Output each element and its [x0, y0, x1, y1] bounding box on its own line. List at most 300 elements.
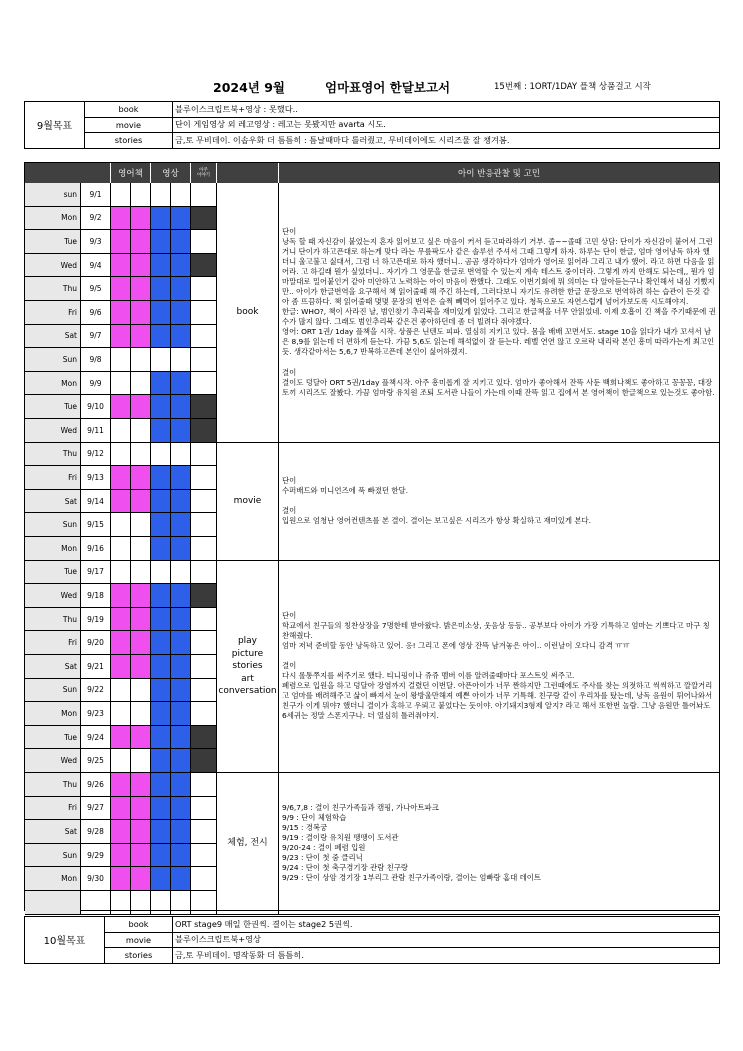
- day-cell: Sun: [25, 348, 81, 372]
- observation-line: 단이: [282, 226, 297, 236]
- table-row: [25, 891, 217, 915]
- day-cell: Tue: [25, 230, 81, 254]
- day-cell: Tue: [25, 395, 81, 419]
- video-cell: [151, 891, 171, 915]
- day-cell: Sat: [25, 655, 81, 679]
- table-row: [25, 726, 217, 750]
- table-row: [25, 655, 217, 679]
- video-cell: [151, 584, 171, 608]
- observation-line: 9/6,7,8 : 결이 친구가족들과 캠핑, 가나아트파크: [282, 803, 439, 813]
- date-cell: 9/23: [81, 702, 111, 726]
- book-cell: [131, 773, 151, 797]
- observation-line: 폐렴으로 입원을 하고 덩달아 장염까지 걸렸던 이번달. 아픈아이가 너무 짠하지만 그런때에도 주사를 찾는 의젓하고 씩씩하고 깔깔거리고 엄마를 배려해주고 삶이 빠져서 눈이 왕방울만해져 예쁜 아이가 너무 기특해. 친구랑 같이 우리차를 탔는데, 낭독 음원이 튀어나와서 친구가 이게 뭐야? 했더니 결이가 혹하고 우뢰고 붙었다는 듯이야. 아기돼지3형제 알지? 라고 해서 또한번 놀람. 그냥 음원만 틀어놔도 6세귀는 정말 스폰지구나. 더 열심히 틀러줘야지.: [282, 681, 713, 721]
- observation-line: 입원으로 엄청난 영어컨텐츠를 본 결이. 결이는 보고싶은 시리즈가 항상 확실하고 재미있게 본다.: [282, 516, 591, 526]
- story-cell: [191, 537, 217, 561]
- table-row: [25, 183, 217, 207]
- category-cell: movie: [217, 443, 279, 561]
- book-cell: [131, 230, 151, 254]
- book-cell: [131, 655, 151, 679]
- video-cell: [171, 749, 191, 773]
- book-cell: [111, 230, 131, 254]
- date-cell: 9/8: [81, 348, 111, 372]
- video-cell: [171, 395, 191, 419]
- date-cell: 9/15: [81, 513, 111, 537]
- story-cell: [191, 655, 217, 679]
- story-cell: [191, 726, 217, 750]
- book-cell: [111, 254, 131, 278]
- observation-line: 결이: [282, 661, 297, 671]
- table-row: [25, 584, 217, 608]
- book-cell: [111, 207, 131, 231]
- date-cell: 9/11: [81, 419, 111, 443]
- table-row: [25, 372, 217, 396]
- video-cell: [151, 513, 171, 537]
- story-cell: [191, 844, 217, 868]
- book-cell: [111, 301, 131, 325]
- observation-cell: [279, 561, 719, 773]
- date-cell: 9/25: [81, 749, 111, 773]
- observation-line: 결이: [282, 367, 297, 377]
- book-cell: [131, 584, 151, 608]
- book-cell: [131, 749, 151, 773]
- day-cell: Mon: [25, 537, 81, 561]
- video-cell: [171, 513, 191, 537]
- date-cell: 9/20: [81, 631, 111, 655]
- book-cell: [111, 631, 131, 655]
- goal-category: book: [105, 917, 173, 933]
- header-category: [217, 163, 279, 183]
- video-cell: [151, 348, 171, 372]
- table-row: [25, 490, 217, 514]
- report-title: 엄마표영어 한달보고서: [325, 80, 451, 95]
- observation-line: 엄마 저녁 준비할 동안 낭독하고 있어. 응! 그리고 폰에 영상 잔뜩 남겨놓은 아이.. 이런날이 오다니 감격 ㅠㅠ: [282, 641, 630, 651]
- table-row: [25, 820, 217, 844]
- day-cell: Wed: [25, 584, 81, 608]
- table-row: [25, 844, 217, 868]
- book-cell: [111, 608, 131, 632]
- date-cell: [81, 891, 111, 915]
- day-cell: Fri: [25, 301, 81, 325]
- book-cell: [111, 419, 131, 443]
- table-row: [25, 301, 217, 325]
- date-cell: 9/19: [81, 608, 111, 632]
- video-cell: [151, 466, 171, 490]
- book-cell: [111, 395, 131, 419]
- book-cell: [111, 561, 131, 585]
- observation-line: 한글: WHO?, 책이 사라진 날, 범인찾기 추리북을 재미있게 읽었다. 그리고 한글책을 너무 안읽었네. 이제 호흡이 긴 책을 주기때문에 권수가 많지 않다. 그래도 범인추리북 같은건 좋아하던데 좀 더 빌려다 줘야겠다.: [282, 307, 716, 327]
- video-cell: [171, 348, 191, 372]
- story-cell: [191, 490, 217, 514]
- goal-category: book: [85, 102, 173, 118]
- goal-category: stories: [85, 133, 173, 149]
- book-cell: [111, 679, 131, 703]
- video-cell: [171, 490, 191, 514]
- video-cell: [151, 301, 171, 325]
- goal-text: 블루이스크립트북+영상 : 못했다..: [173, 102, 720, 118]
- observation-line: 9/15 : 경복궁: [282, 823, 328, 833]
- header-story: [191, 163, 217, 183]
- video-cell: [151, 726, 171, 750]
- table-row: [25, 466, 217, 490]
- story-cell: [191, 561, 217, 585]
- report-month: 2024년 9월: [213, 80, 285, 95]
- book-cell: [111, 844, 131, 868]
- video-cell: [171, 702, 191, 726]
- story-cell: [191, 820, 217, 844]
- book-cell: [131, 301, 151, 325]
- table-row: [25, 702, 217, 726]
- day-cell: Thu: [25, 277, 81, 301]
- video-cell: [171, 277, 191, 301]
- book-cell: [131, 820, 151, 844]
- story-cell: [191, 797, 217, 821]
- video-cell: [171, 419, 191, 443]
- table-row: [25, 797, 217, 821]
- video-cell: [151, 820, 171, 844]
- day-cell: Mon: [25, 702, 81, 726]
- day-cell: Sat: [25, 490, 81, 514]
- story-cell: [191, 277, 217, 301]
- date-cell: 9/12: [81, 443, 111, 467]
- table-row: [25, 277, 217, 301]
- october-goals-label: 10월목표: [25, 917, 105, 964]
- goal-text: 블루이스크립트북+영상: [173, 932, 720, 948]
- book-cell: [111, 584, 131, 608]
- category-cell: play picture stories art conversation: [217, 561, 279, 773]
- date-cell: 9/10: [81, 395, 111, 419]
- table-row: [25, 537, 217, 561]
- book-cell: [111, 749, 131, 773]
- video-cell: [171, 325, 191, 349]
- video-cell: [151, 561, 171, 585]
- book-cell: [131, 608, 151, 632]
- video-cell: [151, 749, 171, 773]
- observation-line: 낭독 할 때 자신감이 붙었는지 혼자 읽어보고 싶은 마음이 커서 듣고따라하기 거부. 졸~~졸때 고민 상담: 단이가 자신감이 붙어서 그런거니 단이가 하고픈대로 하는게 맞다 라는 무릎팍도사 같은 솔루션 주셔서 그때 그렇게 하자. 하루는 단이 한글, 엄마 영어낭독 하자 했더니 울고불고 싫대서, 그럼 너 하고픈대로 하자 했더니.. 곰곰 생각하다가 엄마가 영어로 읽어라 그리고 내가 했어. 라고 하면 다음을 읽어라. 고 하길래 뭔가 싶었더니.. 자기가 그 영문을 한글로 번역할 수 있는지 계속 테스트 중이더라. 그렇게 까지 안해도 되는데,, 뭔가 엄마말대로 밀어붙인거 같아 미안하고 노력하는 아이 마음이 짠했다. 그래도 이번기회에 뭐 의미는 다 알아듣는구나 확인해서 내심 기뻤지만.. 아이가 한글번역을 요구해서 책 읽어줄때 해 주긴 하는데, 그러다보니 자기도 유려한 한글 문장으로 번역하려 하는 습관이 든것 같아 좀 뜨끔하다. 책 읽어줄때 몇몇 문장의 번역은 슬쩍 빼먹어 읽어주고 있다. 청독으로도 자연스럽게 넘어가보도록 시도해야지.: [282, 236, 715, 307]
- video-cell: [151, 207, 171, 231]
- book-cell: [111, 183, 131, 207]
- story-cell: [191, 891, 217, 915]
- date-cell: 9/13: [81, 466, 111, 490]
- date-cell: 9/9: [81, 372, 111, 396]
- header-story-top: 아주: [199, 168, 208, 173]
- book-cell: [111, 702, 131, 726]
- observation-line: [282, 358, 716, 368]
- date-cell: 9/7: [81, 325, 111, 349]
- table-row: [25, 561, 217, 585]
- video-cell: [151, 183, 171, 207]
- day-cell: Fri: [25, 797, 81, 821]
- video-cell: [151, 490, 171, 514]
- table-row: [25, 773, 217, 797]
- day-cell: Sat: [25, 820, 81, 844]
- goal-category: movie: [85, 117, 173, 133]
- book-cell: [131, 466, 151, 490]
- observation-line: 수퍼배드와 미니언즈에 푹 빠졌던 한달.: [282, 486, 408, 496]
- book-cell: [111, 443, 131, 467]
- day-cell: Wed: [25, 749, 81, 773]
- book-cell: [131, 254, 151, 278]
- date-cell: 9/26: [81, 773, 111, 797]
- video-cell: [151, 655, 171, 679]
- date-cell: 9/21: [81, 655, 111, 679]
- observation-line: 학교에서 친구들의 칭찬상장을 7명한테 받아왔다. 밝은미소상, 웃음상 등등.. 공부보다 아이가 가장 기특하고 엄마는 기쁘다고 마구 칭찬해줬다.: [282, 621, 710, 641]
- video-cell: [151, 230, 171, 254]
- date-cell: 9/1: [81, 183, 111, 207]
- book-cell: [131, 490, 151, 514]
- story-cell: [191, 749, 217, 773]
- day-cell: Wed: [25, 254, 81, 278]
- day-cell: Tue: [25, 561, 81, 585]
- video-cell: [171, 797, 191, 821]
- story-cell: [191, 419, 217, 443]
- observation-line: 다시 롤통쭈지를 써주기로 했다. 티니핑이나 쥬쥬 멤버 이름 알려줄때마다 포스트잇 써주고.: [282, 671, 575, 681]
- video-cell: [171, 631, 191, 655]
- video-cell: [171, 726, 191, 750]
- book-cell: [131, 702, 151, 726]
- observation-line: 단이: [282, 611, 297, 621]
- video-cell: [151, 797, 171, 821]
- table-row: [25, 513, 217, 537]
- date-cell: 9/17: [81, 561, 111, 585]
- day-cell: Sun: [25, 844, 81, 868]
- table-row: [25, 631, 217, 655]
- date-cell: 9/16: [81, 537, 111, 561]
- date-cell: 9/24: [81, 726, 111, 750]
- report-note: 15번째 : 1ORT/1DAY 플책 상품걸고 시작: [494, 82, 651, 92]
- day-cell: [25, 891, 81, 915]
- video-cell: [151, 372, 171, 396]
- book-cell: [111, 773, 131, 797]
- video-cell: [171, 466, 191, 490]
- story-cell: [191, 230, 217, 254]
- date-cell: 9/4: [81, 254, 111, 278]
- day-cell: Thu: [25, 443, 81, 467]
- book-cell: [131, 891, 151, 915]
- story-cell: [191, 702, 217, 726]
- book-cell: [131, 561, 151, 585]
- date-cell: 9/14: [81, 490, 111, 514]
- book-cell: [131, 372, 151, 396]
- observation-line: 결이: [282, 506, 297, 516]
- header-video: 영상: [151, 163, 191, 183]
- book-cell: [111, 490, 131, 514]
- story-cell: [191, 867, 217, 891]
- table-header-row: [25, 163, 719, 183]
- book-cell: [131, 631, 151, 655]
- day-cell: Fri: [25, 631, 81, 655]
- video-cell: [171, 867, 191, 891]
- video-cell: [171, 561, 191, 585]
- book-cell: [111, 655, 131, 679]
- book-cell: [131, 797, 151, 821]
- header-observation: 아이 반응관찰 및 고민: [457, 169, 540, 179]
- book-cell: [111, 325, 131, 349]
- day-cell: Sun: [25, 513, 81, 537]
- book-cell: [111, 466, 131, 490]
- date-cell: 9/27: [81, 797, 111, 821]
- story-cell: [191, 183, 217, 207]
- story-cell: [191, 395, 217, 419]
- video-cell: [171, 372, 191, 396]
- book-cell: [111, 513, 131, 537]
- observation-line: 9/9 : 단이 체험학습: [282, 813, 347, 823]
- goal-category: stories: [105, 948, 173, 964]
- day-cell: Wed: [25, 419, 81, 443]
- date-cell: 9/5: [81, 277, 111, 301]
- table-row: [25, 608, 217, 632]
- observation-line: [282, 651, 716, 661]
- date-cell: 9/2: [81, 207, 111, 231]
- video-cell: [171, 254, 191, 278]
- video-cell: [151, 277, 171, 301]
- table-row: [25, 395, 217, 419]
- goal-text: 금,토 무비데이. 이솝우화 더 틈틈히 : 틈날때마다 틀러줬고, 무비데이에도 시리즈물 잘 챙겨봄.: [173, 133, 720, 149]
- video-cell: [171, 844, 191, 868]
- video-cell: [151, 702, 171, 726]
- story-cell: [191, 773, 217, 797]
- video-cell: [171, 207, 191, 231]
- video-cell: [171, 584, 191, 608]
- september-goals-label: 9월목표: [25, 102, 85, 149]
- book-cell: [111, 348, 131, 372]
- category-cell: book: [217, 183, 279, 443]
- video-cell: [151, 631, 171, 655]
- date-cell: 9/30: [81, 867, 111, 891]
- day-cell: sun: [25, 183, 81, 207]
- table-row: [25, 230, 217, 254]
- day-cell: Mon: [25, 372, 81, 396]
- date-cell: 9/29: [81, 844, 111, 868]
- goal-category: movie: [105, 932, 173, 948]
- book-cell: [131, 513, 151, 537]
- day-cell: Fri: [25, 466, 81, 490]
- story-cell: [191, 348, 217, 372]
- story-cell: [191, 608, 217, 632]
- book-cell: [131, 395, 151, 419]
- table-row: [25, 443, 217, 467]
- table-row: [25, 207, 217, 231]
- story-cell: [191, 631, 217, 655]
- book-cell: [111, 372, 131, 396]
- observation-cell: [279, 443, 719, 561]
- observation-line: 결이도 덩달아 ORT 5권/1day 플책시작. 아주 흥미롭게 잘 지키고 있다. 엄마가 좋아해서 잔뜩 사둔 백희나책도 좋아하고 꽁꽁꽁, 대장토끼 시리즈도 잘봤다. 가끔 엄마랑 유치원 조퇴 도서관 나들이 가는데 이때 잔뜩 읽고 집에서 본 영어책이 한글책으로 있는것도 좋아함.: [282, 377, 715, 397]
- video-cell: [151, 867, 171, 891]
- observation-cell: [279, 773, 719, 915]
- book-cell: [131, 419, 151, 443]
- video-cell: [151, 419, 171, 443]
- table-row: [25, 254, 217, 278]
- video-cell: [151, 679, 171, 703]
- day-cell: Sat: [25, 325, 81, 349]
- video-cell: [151, 773, 171, 797]
- observation-line: 9/23 : 단이 첫 줌 클리닉: [282, 853, 363, 863]
- day-cell: Tue: [25, 726, 81, 750]
- observation-line: [282, 496, 716, 506]
- book-cell: [111, 277, 131, 301]
- day-cell: Mon: [25, 867, 81, 891]
- video-cell: [171, 891, 191, 915]
- tracking-table: [24, 162, 720, 911]
- goal-text: 단이 게임영상 외 레고영상 : 레고는 못봤지만 avarta 시도.: [173, 117, 720, 133]
- book-cell: [111, 537, 131, 561]
- video-cell: [171, 301, 191, 325]
- video-cell: [171, 537, 191, 561]
- book-cell: [131, 277, 151, 301]
- video-cell: [151, 254, 171, 278]
- video-cell: [151, 325, 171, 349]
- date-cell: 9/28: [81, 820, 111, 844]
- category-cell: 체험, 전시: [217, 773, 279, 915]
- book-cell: [131, 443, 151, 467]
- video-cell: [151, 537, 171, 561]
- goal-text: ORT stage9 매일 한권씩. 결이는 stage2 5권씩.: [173, 917, 720, 933]
- book-cell: [131, 348, 151, 372]
- header-blank: [25, 163, 111, 183]
- observation-line: 9/19 : 결이랑 유치원 땡땡이 도서관: [282, 833, 399, 843]
- book-cell: [131, 537, 151, 561]
- video-cell: [171, 679, 191, 703]
- day-cell: Mon: [25, 207, 81, 231]
- video-cell: [151, 443, 171, 467]
- goal-text: 금,토 무비데이. 명작동화 더 틈틈히.: [173, 948, 720, 964]
- observation-line: 단이: [282, 476, 297, 485]
- header-story-bottom: 이야기: [196, 173, 211, 178]
- book-cell: [131, 844, 151, 868]
- book-cell: [111, 867, 131, 891]
- observation-line: 9/24 : 단이 첫 축구경기장 관람 친구랑: [282, 863, 408, 873]
- table-row: [25, 867, 217, 891]
- story-cell: [191, 513, 217, 537]
- story-cell: [191, 254, 217, 278]
- video-cell: [151, 395, 171, 419]
- book-cell: [131, 679, 151, 703]
- book-cell: [131, 867, 151, 891]
- october-goals-table: [24, 916, 720, 964]
- september-goals-table: [24, 101, 720, 149]
- observation-line: 9/20-24 : 결이 폐렴 입원: [282, 843, 366, 853]
- table-row: [25, 749, 217, 773]
- story-cell: [191, 443, 217, 467]
- story-cell: [191, 679, 217, 703]
- table-row: [25, 325, 217, 349]
- observation-line: 영어: ORT 1권/ 1day 플책을 시작. 상품은 닌텐도 피파. 열심히 지키고 있다. 몸을 배배 꼬면서도. stage 10을 읽다가 내가 꼬셔서 남은 8,9를 읽는데 더 편하게 듣는다. 가끔 5,6도 읽는데 해석없이 잘 듣는다. 레벨 연연 않고 오르락 내리락 본인 흥미 따라가는게 최고인듯. 생각같아서는 5,6,7 반복하고픈데 본인이 싫어하겠지.: [282, 327, 715, 357]
- book-cell: [111, 797, 131, 821]
- book-cell: [131, 207, 151, 231]
- video-cell: [171, 608, 191, 632]
- video-cell: [151, 844, 171, 868]
- observation-cell: [279, 183, 719, 443]
- story-cell: [191, 301, 217, 325]
- table-row: [25, 348, 217, 372]
- story-cell: [191, 584, 217, 608]
- book-cell: [131, 726, 151, 750]
- story-cell: [191, 325, 217, 349]
- date-cell: 9/18: [81, 584, 111, 608]
- table-row: [25, 679, 217, 703]
- video-cell: [171, 443, 191, 467]
- video-cell: [171, 183, 191, 207]
- book-cell: [111, 726, 131, 750]
- video-cell: [171, 230, 191, 254]
- header-english-book: 영어책: [111, 163, 151, 183]
- day-cell: Thu: [25, 608, 81, 632]
- date-cell: 9/6: [81, 301, 111, 325]
- observation-line: 9/29 : 단이 상암 경기장 1부리그 관람 친구가족이랑, 결이는 엄빠랑 홈대 데이트: [282, 873, 542, 883]
- day-cell: Thu: [25, 773, 81, 797]
- video-cell: [151, 608, 171, 632]
- story-cell: [191, 372, 217, 396]
- book-cell: [111, 820, 131, 844]
